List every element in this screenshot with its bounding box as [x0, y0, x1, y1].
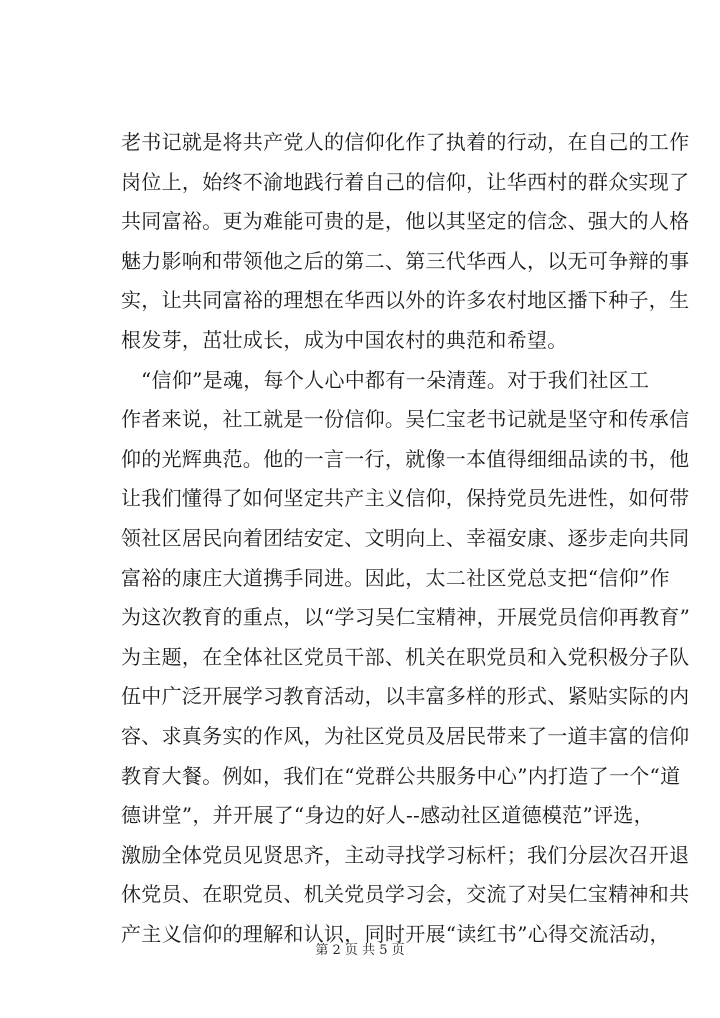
page-number-footer: 第 2 页 共 5 页	[315, 943, 405, 958]
text-line: 魅力影响和带领他之后的第二、第三代华西人，以无可争辩的事	[121, 248, 690, 273]
text-line: 激励全体党员见贤思齐，主动寻找学习标杆；我们分层次召开退	[121, 842, 690, 867]
text-line: 根发芽，茁壮成长，成为中国农村的典范和希望。	[121, 327, 568, 352]
body-text	[121, 123, 691, 954]
text-line: 共同富裕。更为难能可贵的是，他以其坚定的信念、强大的人格	[121, 209, 690, 234]
text-line: 休党员、在职党员、机关党员学习会，交流了对吴仁宝精神和共	[121, 882, 690, 907]
text-line: 仰的光辉典范。他的一言一行，就像一本值得细细品读的书，他	[121, 446, 690, 471]
text-line: 产主义信仰的理解和认识，同时开展“读红书”心得交流活动，	[121, 921, 670, 946]
text-line: 德讲堂”，并开展了“身边的好人--感动社区道德模范”评选，	[121, 803, 654, 828]
text-line: 伍中广泛开展学习教育活动，以丰富多样的形式、紧贴实际的内	[121, 684, 690, 709]
text-line: 让我们懂得了如何坚定共产主义信仰，保持党员先进性，如何带	[121, 486, 690, 511]
paragraph-start-line: “信仰”是魂，每个人心中都有一朵清莲。对于我们社区工	[141, 367, 650, 392]
text-line: 老书记就是将共产党人的信仰化作了执着的行动，在自己的工作	[121, 130, 690, 154]
text-line: 领社区居民向着团结安定、文明向上、幸福安康、逐步走向共同	[121, 525, 690, 550]
text-line: 实，让共同富裕的理想在华西以外的许多农村地区播下种子，生	[121, 288, 690, 313]
text-line: 作者来说，社工就是一份信仰。吴仁宝老书记就是坚守和传承信	[121, 407, 690, 432]
text-line: 岗位上，始终不渝地践行着自己的信仰，让华西村的群众实现了	[121, 169, 690, 194]
text-line: 容、求真务实的作风，为社区党员及居民带来了一道丰富的信仰	[121, 723, 690, 748]
text-line: 富裕的康庄大道携手同进。因此，太二社区党总支把“信仰”作	[121, 565, 670, 590]
text-line: 为主题，在全体社区党员干部、机关在职党员和入党积极分子队	[121, 644, 690, 669]
text-line: 教育大餐。例如，我们在“党群公共服务中心”内打造了一个“道	[121, 763, 681, 788]
text-line: 为这次教育的重点，以“学习吴仁宝精神，开展党员信仰再教育”	[121, 605, 691, 630]
